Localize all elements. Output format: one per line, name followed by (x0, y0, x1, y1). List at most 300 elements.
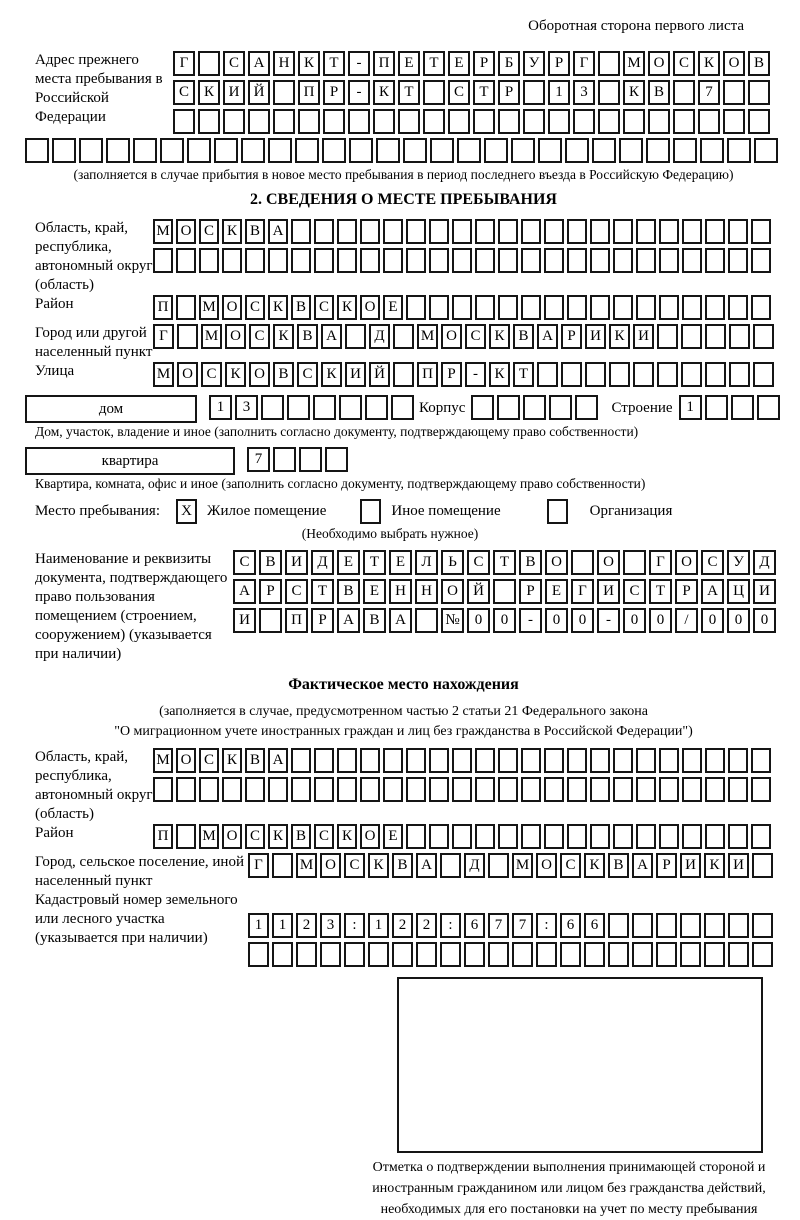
checkbox-residential (176, 499, 197, 524)
char-box: Т (323, 51, 345, 76)
document-block (25, 550, 782, 664)
char-box: К (268, 824, 288, 849)
char-box: С (245, 824, 265, 849)
char-box: 2 (392, 913, 413, 938)
char-box: 0 (493, 608, 516, 633)
char-box: К (337, 295, 357, 320)
char-box: Й (248, 80, 270, 105)
char-box (567, 748, 587, 773)
char-box (753, 324, 774, 349)
char-box (573, 109, 595, 134)
char-box (291, 777, 311, 802)
char-box: 1 (248, 913, 269, 938)
char-box: О (648, 51, 670, 76)
document-row-2 (233, 579, 779, 604)
char-box: А (389, 608, 412, 633)
city-row (153, 324, 777, 349)
char-box (623, 550, 646, 575)
char-box: О (723, 51, 745, 76)
char-box (682, 295, 702, 320)
char-box: 1 (548, 80, 570, 105)
char-box: У (727, 550, 750, 575)
char-box: П (153, 824, 173, 849)
char-box (521, 777, 541, 802)
char-box (608, 913, 629, 938)
char-box: 0 (753, 608, 776, 633)
char-box (314, 248, 334, 273)
char-box (673, 138, 697, 163)
char-box: Р (473, 51, 495, 76)
char-box (523, 80, 545, 105)
char-box: Р (441, 362, 462, 387)
confirmation-stamp-box (397, 977, 763, 1153)
char-box (198, 109, 220, 134)
char-box (567, 219, 587, 244)
char-box (723, 109, 745, 134)
prev-address-note: (заполняется в случае прибытия в новое место пребывания в период последнего въезда в Российскую Федерацию) (73, 167, 734, 182)
char-box: 6 (560, 913, 581, 938)
char-box: О (222, 295, 242, 320)
city-block (25, 324, 782, 362)
char-box (598, 51, 620, 76)
char-box: О (225, 324, 246, 349)
char-box: 3 (573, 80, 595, 105)
region-rows (153, 219, 774, 277)
section2-title: 2. СВЕДЕНИЯ О МЕСТЕ ПРЕБЫВАНИЯ (250, 191, 557, 208)
char-box (337, 748, 357, 773)
char-box (536, 942, 557, 967)
char-box (751, 824, 771, 849)
char-box: В (748, 51, 770, 76)
char-box: К (623, 80, 645, 105)
char-box: О (320, 853, 341, 878)
char-box (656, 942, 677, 967)
stroenie-row (679, 395, 783, 420)
char-box (245, 777, 265, 802)
char-box: Н (415, 579, 438, 604)
char-box: 1 (272, 913, 293, 938)
char-box (498, 248, 518, 273)
char-box (567, 777, 587, 802)
char-box (705, 748, 725, 773)
char-box: Е (363, 579, 386, 604)
char-box (544, 777, 564, 802)
char-box: О (176, 748, 196, 773)
char-box (751, 248, 771, 273)
char-box (632, 913, 653, 938)
char-box (345, 324, 366, 349)
actual-region-label: Область, край, республика, автономный округ (область) (35, 749, 153, 822)
char-box: А (701, 579, 724, 604)
char-box (497, 395, 520, 420)
char-box (344, 942, 365, 967)
char-box (705, 219, 725, 244)
char-box (705, 777, 725, 802)
actual-location-title: Фактическое место нахождения (288, 676, 519, 693)
char-box (598, 80, 620, 105)
document-rows (233, 550, 779, 637)
char-box (729, 362, 750, 387)
char-box (657, 324, 678, 349)
char-box (498, 295, 518, 320)
district-row (153, 295, 774, 320)
char-box: О (360, 824, 380, 849)
char-box: М (199, 824, 219, 849)
char-box: В (245, 748, 265, 773)
house-caption: Дом, участок, владение и иное (заполнить согласно документу, подтверждающему право собственности) (35, 424, 639, 439)
char-box (728, 748, 748, 773)
char-box: А (321, 324, 342, 349)
char-box (498, 748, 518, 773)
char-box (383, 777, 403, 802)
char-box (538, 138, 562, 163)
char-box: Ц (727, 579, 750, 604)
char-box: О (441, 579, 464, 604)
char-box: М (199, 295, 219, 320)
house-number-row (209, 395, 417, 420)
cadastral-label: Кадастровый номер земельного или лесного участка (указывается при наличии) (35, 892, 238, 946)
actual-city-row (248, 853, 776, 878)
city-label: Город или другой населенный пункт (35, 325, 153, 360)
char-box (567, 248, 587, 273)
char-box (314, 748, 334, 773)
char-box: П (153, 295, 173, 320)
char-box: Д (311, 550, 334, 575)
char-box (590, 219, 610, 244)
char-box: С (314, 295, 334, 320)
char-box (571, 550, 594, 575)
char-box (241, 138, 265, 163)
char-box (613, 219, 633, 244)
char-box: Г (173, 51, 195, 76)
char-box (523, 109, 545, 134)
char-box: 0 (623, 608, 646, 633)
char-box (440, 942, 461, 967)
cadastral-block (25, 891, 782, 971)
char-box: М (153, 219, 173, 244)
char-box (659, 295, 679, 320)
char-box: С (560, 853, 581, 878)
char-box: 3 (320, 913, 341, 938)
char-box (176, 777, 196, 802)
char-box (608, 942, 629, 967)
char-box (498, 777, 518, 802)
char-box (659, 777, 679, 802)
char-box: Е (383, 824, 403, 849)
char-box (613, 777, 633, 802)
char-box (373, 109, 395, 134)
char-box: Р (498, 80, 520, 105)
char-box: С (223, 51, 245, 76)
char-box: М (417, 324, 438, 349)
char-box (464, 942, 485, 967)
char-box: О (360, 295, 380, 320)
char-box: Р (323, 80, 345, 105)
char-box: 7 (247, 447, 270, 472)
char-box (314, 219, 334, 244)
char-box: 0 (727, 608, 750, 633)
actual-region-rows (153, 748, 774, 806)
char-box (521, 295, 541, 320)
char-box (728, 295, 748, 320)
page-side-note: Оборотная сторона первого листа (528, 18, 744, 34)
char-box (705, 395, 728, 420)
char-box: - (348, 51, 370, 76)
char-box (475, 824, 495, 849)
char-box: К (368, 853, 389, 878)
char-box (575, 395, 598, 420)
char-box: Д (464, 853, 485, 878)
char-box (383, 248, 403, 273)
char-box (498, 109, 520, 134)
char-box (613, 824, 633, 849)
char-box (406, 777, 426, 802)
char-box: А (416, 853, 437, 878)
char-box: 2 (296, 913, 317, 938)
prev-address-row-4 (25, 138, 782, 163)
char-box (673, 109, 695, 134)
char-box: Н (389, 579, 412, 604)
char-box (176, 824, 196, 849)
char-box (457, 138, 481, 163)
char-box (613, 295, 633, 320)
korpus-row (471, 395, 601, 420)
char-box (452, 248, 472, 273)
char-box (337, 777, 357, 802)
char-box: С (233, 550, 256, 575)
char-box (452, 295, 472, 320)
prev-address-row-2 (173, 80, 773, 105)
char-box: Р (675, 579, 698, 604)
char-box: А (248, 51, 270, 76)
char-box (704, 913, 725, 938)
char-box: А (268, 748, 288, 773)
region-block (25, 219, 782, 295)
street-label: Улица (35, 363, 75, 379)
char-box (636, 295, 656, 320)
char-box (705, 248, 725, 273)
char-box (452, 824, 472, 849)
char-box: К (489, 324, 510, 349)
char-box: / (675, 608, 698, 633)
char-box (754, 138, 778, 163)
char-box: В (273, 362, 294, 387)
char-box: И (633, 324, 654, 349)
char-box: Т (649, 579, 672, 604)
char-box (187, 138, 211, 163)
char-box: 0 (467, 608, 490, 633)
char-box (160, 138, 184, 163)
char-box: 0 (701, 608, 724, 633)
stay-option-organization: Организация (589, 503, 673, 519)
char-box: Г (248, 853, 269, 878)
char-box: А (537, 324, 558, 349)
char-box (406, 219, 426, 244)
district-label: Район (35, 296, 74, 312)
house-type-box: дом (25, 395, 197, 423)
char-box: В (392, 853, 413, 878)
char-box (590, 248, 610, 273)
char-box (521, 824, 541, 849)
char-box: Т (398, 80, 420, 105)
char-box (544, 295, 564, 320)
char-box (416, 942, 437, 967)
char-box (698, 109, 720, 134)
char-box (475, 777, 495, 802)
char-box (403, 138, 427, 163)
char-box (273, 109, 295, 134)
char-box (728, 777, 748, 802)
char-box (682, 777, 702, 802)
document-label: Наименование и реквизиты документа, подтверждающего право пользования помещением (строением, сооружением) (указывается при наличии) (35, 551, 228, 662)
char-box (521, 248, 541, 273)
char-box: : (344, 913, 365, 938)
char-box (360, 219, 380, 244)
char-box: О (536, 853, 557, 878)
char-box (214, 138, 238, 163)
char-box: С (201, 362, 222, 387)
checkbox-other-premise (360, 499, 381, 524)
char-box (728, 942, 749, 967)
char-box: С (465, 324, 486, 349)
char-box (682, 248, 702, 273)
char-box (25, 138, 49, 163)
char-box: С (245, 295, 265, 320)
char-box: А (632, 853, 653, 878)
char-box: К (298, 51, 320, 76)
char-box: И (728, 853, 749, 878)
char-box: Р (519, 579, 542, 604)
actual-city-label: Город, сельское поселение, иной населенный пункт (35, 854, 244, 889)
prev-address-row-3 (173, 109, 773, 134)
actual-district-label: Район (35, 825, 74, 841)
char-box: О (597, 550, 620, 575)
char-box: И (223, 80, 245, 105)
char-box: В (363, 608, 386, 633)
district-block (25, 295, 782, 324)
char-box: Б (498, 51, 520, 76)
char-box: Р (656, 853, 677, 878)
char-box: № (441, 608, 464, 633)
char-box (521, 219, 541, 244)
char-box (392, 942, 413, 967)
char-box (636, 824, 656, 849)
cadastral-rows (248, 913, 776, 971)
char-box: М (512, 853, 533, 878)
char-box (728, 824, 748, 849)
char-box (430, 138, 454, 163)
char-box: - (597, 608, 620, 633)
char-box: К (584, 853, 605, 878)
char-box (657, 362, 678, 387)
char-box: С (297, 362, 318, 387)
char-box (393, 324, 414, 349)
char-box (222, 777, 242, 802)
char-box: И (753, 579, 776, 604)
char-box (391, 395, 414, 420)
char-box: В (648, 80, 670, 105)
char-box (323, 109, 345, 134)
char-box: К (225, 362, 246, 387)
char-box (261, 395, 284, 420)
char-box: 2 (416, 913, 437, 938)
char-box: К (609, 324, 630, 349)
char-box (295, 138, 319, 163)
char-box: О (675, 550, 698, 575)
char-box: Н (273, 51, 295, 76)
actual-location-note-2: "О миграционном учете иностранных граждан и лиц без гражданства в Российской Федерации") (114, 724, 693, 739)
char-box (383, 219, 403, 244)
char-box (259, 608, 282, 633)
char-box (682, 748, 702, 773)
char-box (272, 853, 293, 878)
char-box: Е (448, 51, 470, 76)
char-box: В (291, 824, 311, 849)
char-box (360, 248, 380, 273)
char-box (633, 362, 654, 387)
char-box (406, 295, 426, 320)
char-box: В (259, 550, 282, 575)
char-box (406, 824, 426, 849)
char-box (268, 138, 292, 163)
char-box (751, 748, 771, 773)
char-box: Е (383, 295, 403, 320)
char-box (133, 138, 157, 163)
checkbox-residential-mark: X (181, 503, 192, 519)
char-box: М (153, 362, 174, 387)
char-box (273, 80, 295, 105)
char-box: - (348, 80, 370, 105)
char-box (393, 362, 414, 387)
char-box (440, 853, 461, 878)
char-box (584, 942, 605, 967)
char-box (728, 219, 748, 244)
char-box (751, 295, 771, 320)
char-box (544, 248, 564, 273)
apartment-caption: Квартира, комната, офис и иное (заполнить согласно документу, подтверждающему право собственности) (35, 476, 646, 491)
char-box (291, 248, 311, 273)
korpus-label: Корпус (419, 400, 466, 416)
char-box: П (298, 80, 320, 105)
cadastral-row-1 (248, 913, 776, 938)
char-box: Й (369, 362, 390, 387)
char-box (673, 80, 695, 105)
char-box: 0 (571, 608, 594, 633)
char-box (448, 109, 470, 134)
char-box (752, 913, 773, 938)
char-box: В (297, 324, 318, 349)
char-box (682, 219, 702, 244)
char-box (475, 748, 495, 773)
char-box (245, 248, 265, 273)
char-box (598, 109, 620, 134)
char-box: Т (513, 362, 534, 387)
char-box (493, 579, 516, 604)
char-box (484, 138, 508, 163)
char-box (567, 824, 587, 849)
char-box: К (698, 51, 720, 76)
char-box: С (467, 550, 490, 575)
char-box: Д (369, 324, 390, 349)
char-box: Е (398, 51, 420, 76)
char-box: 7 (698, 80, 720, 105)
char-box (429, 748, 449, 773)
char-box: К (489, 362, 510, 387)
char-box (549, 395, 572, 420)
char-box: Ь (441, 550, 464, 575)
char-box (337, 219, 357, 244)
char-box: У (523, 51, 545, 76)
